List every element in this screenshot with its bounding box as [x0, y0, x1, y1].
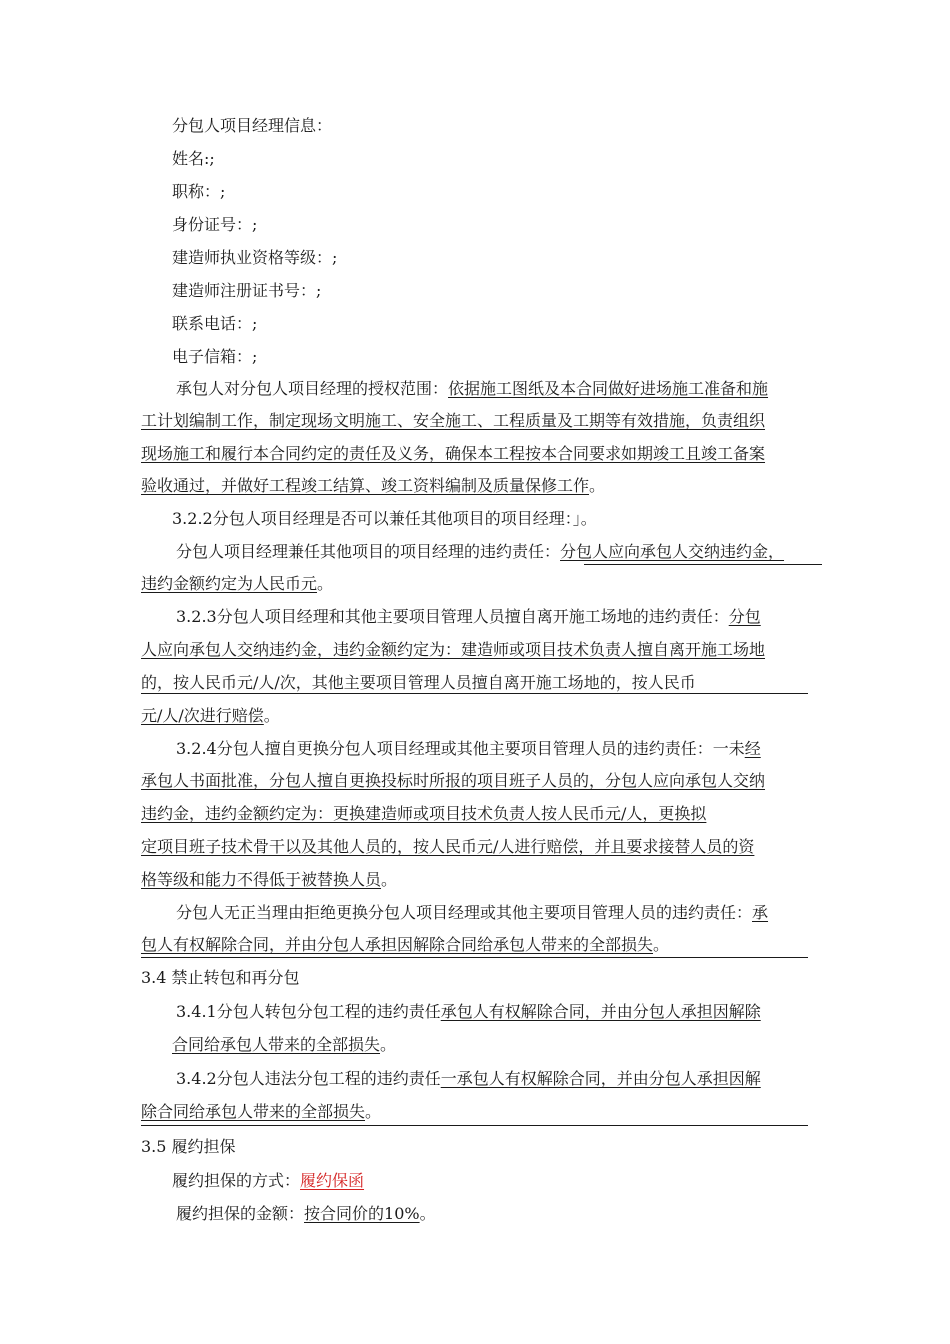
clause-3-2-2-liability	[176, 542, 784, 562]
refusal-liability-text: 承	[752, 903, 769, 922]
auth-scope-text-last	[141, 476, 605, 496]
clause-3-2-3-text-last	[141, 706, 280, 726]
clause-3-4-2	[176, 1069, 761, 1089]
clause-3-2-3-text: 元/人/次进行赔偿	[141, 706, 264, 725]
refusal-liability-label: 分包人无正当理由拒绝更换分包人项目经理或其他主要项目管理人员的违约责任：	[176, 903, 753, 922]
clause-3-4-2-text: 一承包人有权解除合同，并由分包人承担因解	[440, 1069, 761, 1088]
period: 。	[653, 935, 670, 954]
section-3-5-heading: 3.5 履约担保	[141, 1137, 236, 1156]
auth-scope-text: 依据施工图纸及本合同做好进场施工准备和施	[448, 379, 769, 398]
guarantee-method-label: 履约担保的方式：	[172, 1171, 301, 1190]
clause-3-4-1-text: 合同给承包人带来的全部损失	[172, 1035, 381, 1054]
clause-3-4-2-cont	[141, 1102, 381, 1122]
auth-scope-text: 验收通过，并做好工程竣工结算、竣工资料编制及质量保修工作	[141, 476, 590, 495]
guarantee-method	[172, 1171, 364, 1191]
clause-3-2-4	[176, 739, 761, 759]
clause-3-2-4-text: 承包人书面批准，分包人擅自更换投标时所报的项目班子人员的，分包人应向承包人交纳	[141, 771, 766, 790]
clause-3-4-2-label: 3.4.2分包人违法分包工程的违约责任	[176, 1069, 441, 1088]
refusal-liability	[176, 903, 768, 923]
pm-info-heading: 分包人项目经理信息：	[172, 116, 333, 135]
clause-3-2-2-liability-cont	[141, 574, 333, 594]
liability-text: 违约金额约定为人民币元	[141, 574, 318, 593]
auth-scope-label: 承包人对分包人项目经理的授权范围：	[176, 379, 449, 398]
guarantee-amount	[176, 1204, 436, 1224]
period: 。	[419, 1204, 436, 1223]
fill-in-rule	[141, 693, 808, 694]
clause-3-4-1	[176, 1002, 761, 1022]
clause-3-2-3-text: 的，按人民币元/人/次，其他主要项目管理人员擅自离开施工场地的，按人民币	[141, 673, 696, 692]
clause-3-2-4-text: 违约金，违约金额约定为：更换建造师或项目技术负责人按人民币元/人，更换拟	[141, 804, 707, 823]
clause-3-4-2-text: 除合同给承包人带来的全部损失	[141, 1102, 366, 1121]
clause-3-2-3-label: 3.2.3分包人项目经理和其他主要项目管理人员擅自离开施工场地的违约责任：	[176, 607, 729, 626]
auth-scope-text: 现场施工和履行本合同约定的责任及义务，确保本工程按本合同要求如期竣工且竣工备案	[141, 444, 766, 463]
pm-title-field: 职称：;	[172, 182, 226, 201]
liability-label: 分包人项目经理兼任其他项目的项目经理的违约责任：	[176, 542, 561, 561]
clause-3-2-4-text-last	[141, 870, 397, 890]
guarantee-method-value: 履约保函	[300, 1171, 365, 1190]
period: 。	[263, 706, 280, 725]
clause-3-4-1-text: 承包人有权解除合同，并由分包人承担因解除	[440, 1002, 761, 1021]
pm-name-field: 姓名:;	[172, 149, 215, 168]
pm-id-field: 身份证号：;	[172, 215, 258, 234]
clause-3-2-4-text: 经	[744, 739, 761, 758]
pm-reg-field: 建造师注册证书号：;	[172, 281, 322, 300]
section-rule	[141, 957, 808, 958]
clause-3-2-2: 3.2.2分包人项目经理是否可以兼任其他项目的项目经理：」。	[172, 509, 597, 528]
period: 。	[380, 1035, 397, 1054]
fill-in-rule	[584, 564, 822, 565]
guarantee-amount-value: 按合同价的10%	[304, 1204, 420, 1223]
clause-3-2-4-label: 3.2.4分包人擅自更换分包人项目经理或其他主要项目管理人员的违约责任：一未	[176, 739, 745, 758]
pm-email-field: 电子信箱：;	[172, 347, 258, 366]
clause-3-2-4-text: 格等级和能力不得低于被替换人员	[141, 870, 382, 889]
guarantee-amount-label: 履约担保的金额：	[176, 1204, 305, 1223]
auth-scope-text: 工计划编制工作，制定现场文明施工、安全施工、工程质量及工期等有效措施，负责组织	[141, 411, 766, 430]
clause-3-2-3-text: 人应向承包人交纳违约金，违约金额约定为：建造师或项目技术负责人擅自离开施工场地	[141, 640, 766, 659]
refusal-liability-text: 包人有权解除合同，并由分包人承担因解除合同给承包人带来的全部损失	[141, 935, 654, 954]
clause-3-4-1-cont	[172, 1035, 396, 1055]
section-rule	[141, 1125, 808, 1126]
section-3-4-heading: 3.4 禁止转包和再分包	[141, 968, 300, 987]
pm-phone-field: 联系电话：;	[172, 314, 258, 333]
auth-scope-paragraph	[176, 379, 768, 399]
clause-3-4-1-label: 3.4.1分包人转包分包工程的违约责任	[176, 1002, 441, 1021]
period: 。	[589, 476, 606, 495]
period: 。	[381, 870, 398, 889]
period: 。	[365, 1102, 382, 1121]
clause-3-2-3	[176, 607, 761, 627]
clause-3-2-4-text: 定项目班子技术骨干以及其他人员的，按人民币元/人进行赔偿，并且要求接替人员的资	[141, 837, 755, 856]
refusal-liability-cont	[141, 935, 669, 955]
clause-3-2-3-text: 分包	[728, 607, 761, 626]
liability-text: 分包人应向承包人交纳违约金，	[560, 542, 785, 561]
pm-grade-field: 建造师执业资格等级：;	[172, 248, 338, 267]
period: 。	[317, 574, 334, 593]
